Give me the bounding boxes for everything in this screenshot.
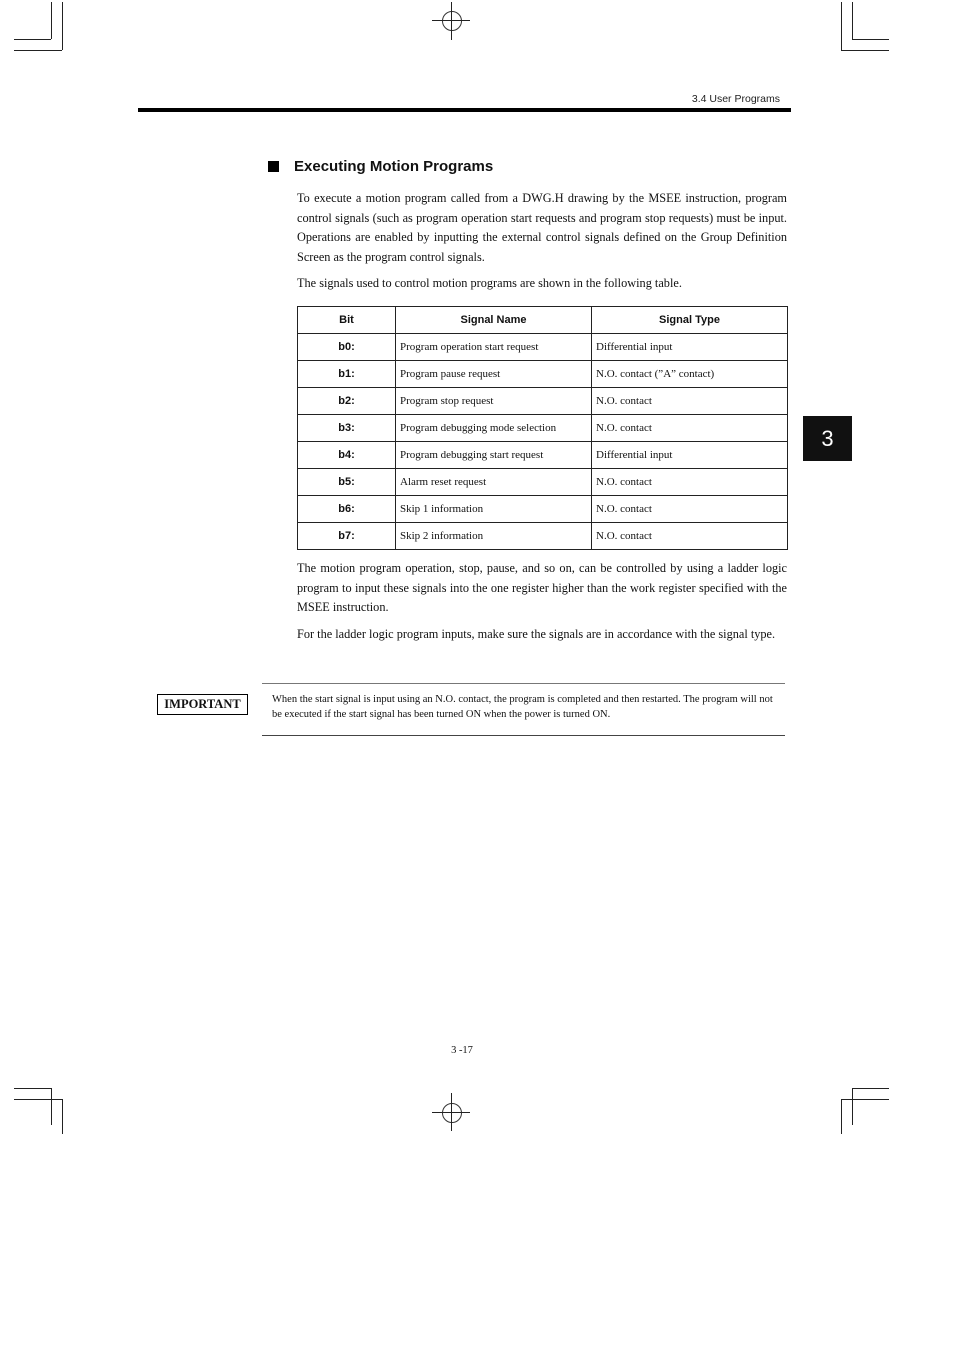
header-signal-name: Signal Name — [396, 307, 592, 334]
page-number: 3 -17 — [451, 1045, 473, 1056]
bit-cell: b5: — [298, 469, 396, 496]
ladder-note-paragraph: For the ladder logic program inputs, make sure the signals are in accordance with the signal type. — [297, 627, 776, 641]
header-bit: Bit — [298, 307, 396, 334]
important-bottom-rule — [262, 735, 785, 736]
intro-paragraph: To execute a motion program called from a DWG.H drawing by the MSEE instruction, program control signals (such as program operation start requests and program stop requests) must be input. Operations are enabled by inputting the external control signals defined on the Group Definition Screen as the program control signals. — [297, 191, 787, 264]
signal-type-cell: N.O. contact (”A” contact) — [592, 361, 788, 388]
table-row — [298, 415, 788, 442]
important-label: IMPORTANT — [157, 694, 248, 715]
signal-type-cell: N.O. contact — [592, 388, 788, 415]
signal-type-cell: N.O. contact — [592, 415, 788, 442]
signal-name-cell: Skip 2 information — [396, 523, 592, 550]
signal-table — [297, 306, 788, 550]
bit-cell: b1: — [298, 361, 396, 388]
bit-cell: b6: — [298, 496, 396, 523]
important-text: When the start signal is input using an N.O. contact, the program is completed and then restarted. The program will not be executed if the start signal has been turned ON when the power is turned ON. — [272, 694, 773, 720]
table-row — [298, 442, 788, 469]
table-row — [298, 469, 788, 496]
signal-name-cell: Program debugging start request — [396, 442, 592, 469]
signal-name-cell: Program stop request — [396, 388, 592, 415]
table-header-row — [298, 307, 788, 334]
bit-cell: b3: — [298, 415, 396, 442]
square-bullet-icon — [268, 161, 279, 172]
signal-type-cell: N.O. contact — [592, 496, 788, 523]
signal-type-cell: Differential input — [592, 334, 788, 361]
running-head: 3.4 User Programs — [691, 93, 780, 105]
table-row — [298, 523, 788, 550]
after-table-paragraph: The motion program operation, stop, pause, and so on, can be controlled by using a ladder logic program to input these signals into the one register higher than the work register specified with the MSEE instruction. — [297, 561, 787, 614]
bit-cell: b4: — [298, 442, 396, 469]
table-row — [298, 334, 788, 361]
bit-cell: b7: — [298, 523, 396, 550]
section-heading — [268, 158, 493, 175]
chapter-tab: 3 — [803, 416, 852, 461]
header-signal-type: Signal Type — [592, 307, 788, 334]
table-row — [298, 496, 788, 523]
bit-cell: b0: — [298, 334, 396, 361]
signal-type-cell: N.O. contact — [592, 523, 788, 550]
signal-name-cell: Program debugging mode selection — [396, 415, 592, 442]
signal-name-cell: Program pause request — [396, 361, 592, 388]
signal-name-cell: Program operation start request — [396, 334, 592, 361]
signal-name-cell: Alarm reset request — [396, 469, 592, 496]
important-top-rule — [262, 683, 785, 684]
bit-cell: b2: — [298, 388, 396, 415]
signal-type-cell: Differential input — [592, 442, 788, 469]
signal-type-cell: N.O. contact — [592, 469, 788, 496]
section-title: Executing Motion Programs — [294, 158, 494, 175]
header-rule — [138, 108, 791, 112]
table-intro-paragraph: The signals used to control motion programs are shown in the following table. — [297, 276, 682, 290]
table-row — [298, 388, 788, 415]
signal-name-cell: Skip 1 information — [396, 496, 592, 523]
table-row — [298, 361, 788, 388]
